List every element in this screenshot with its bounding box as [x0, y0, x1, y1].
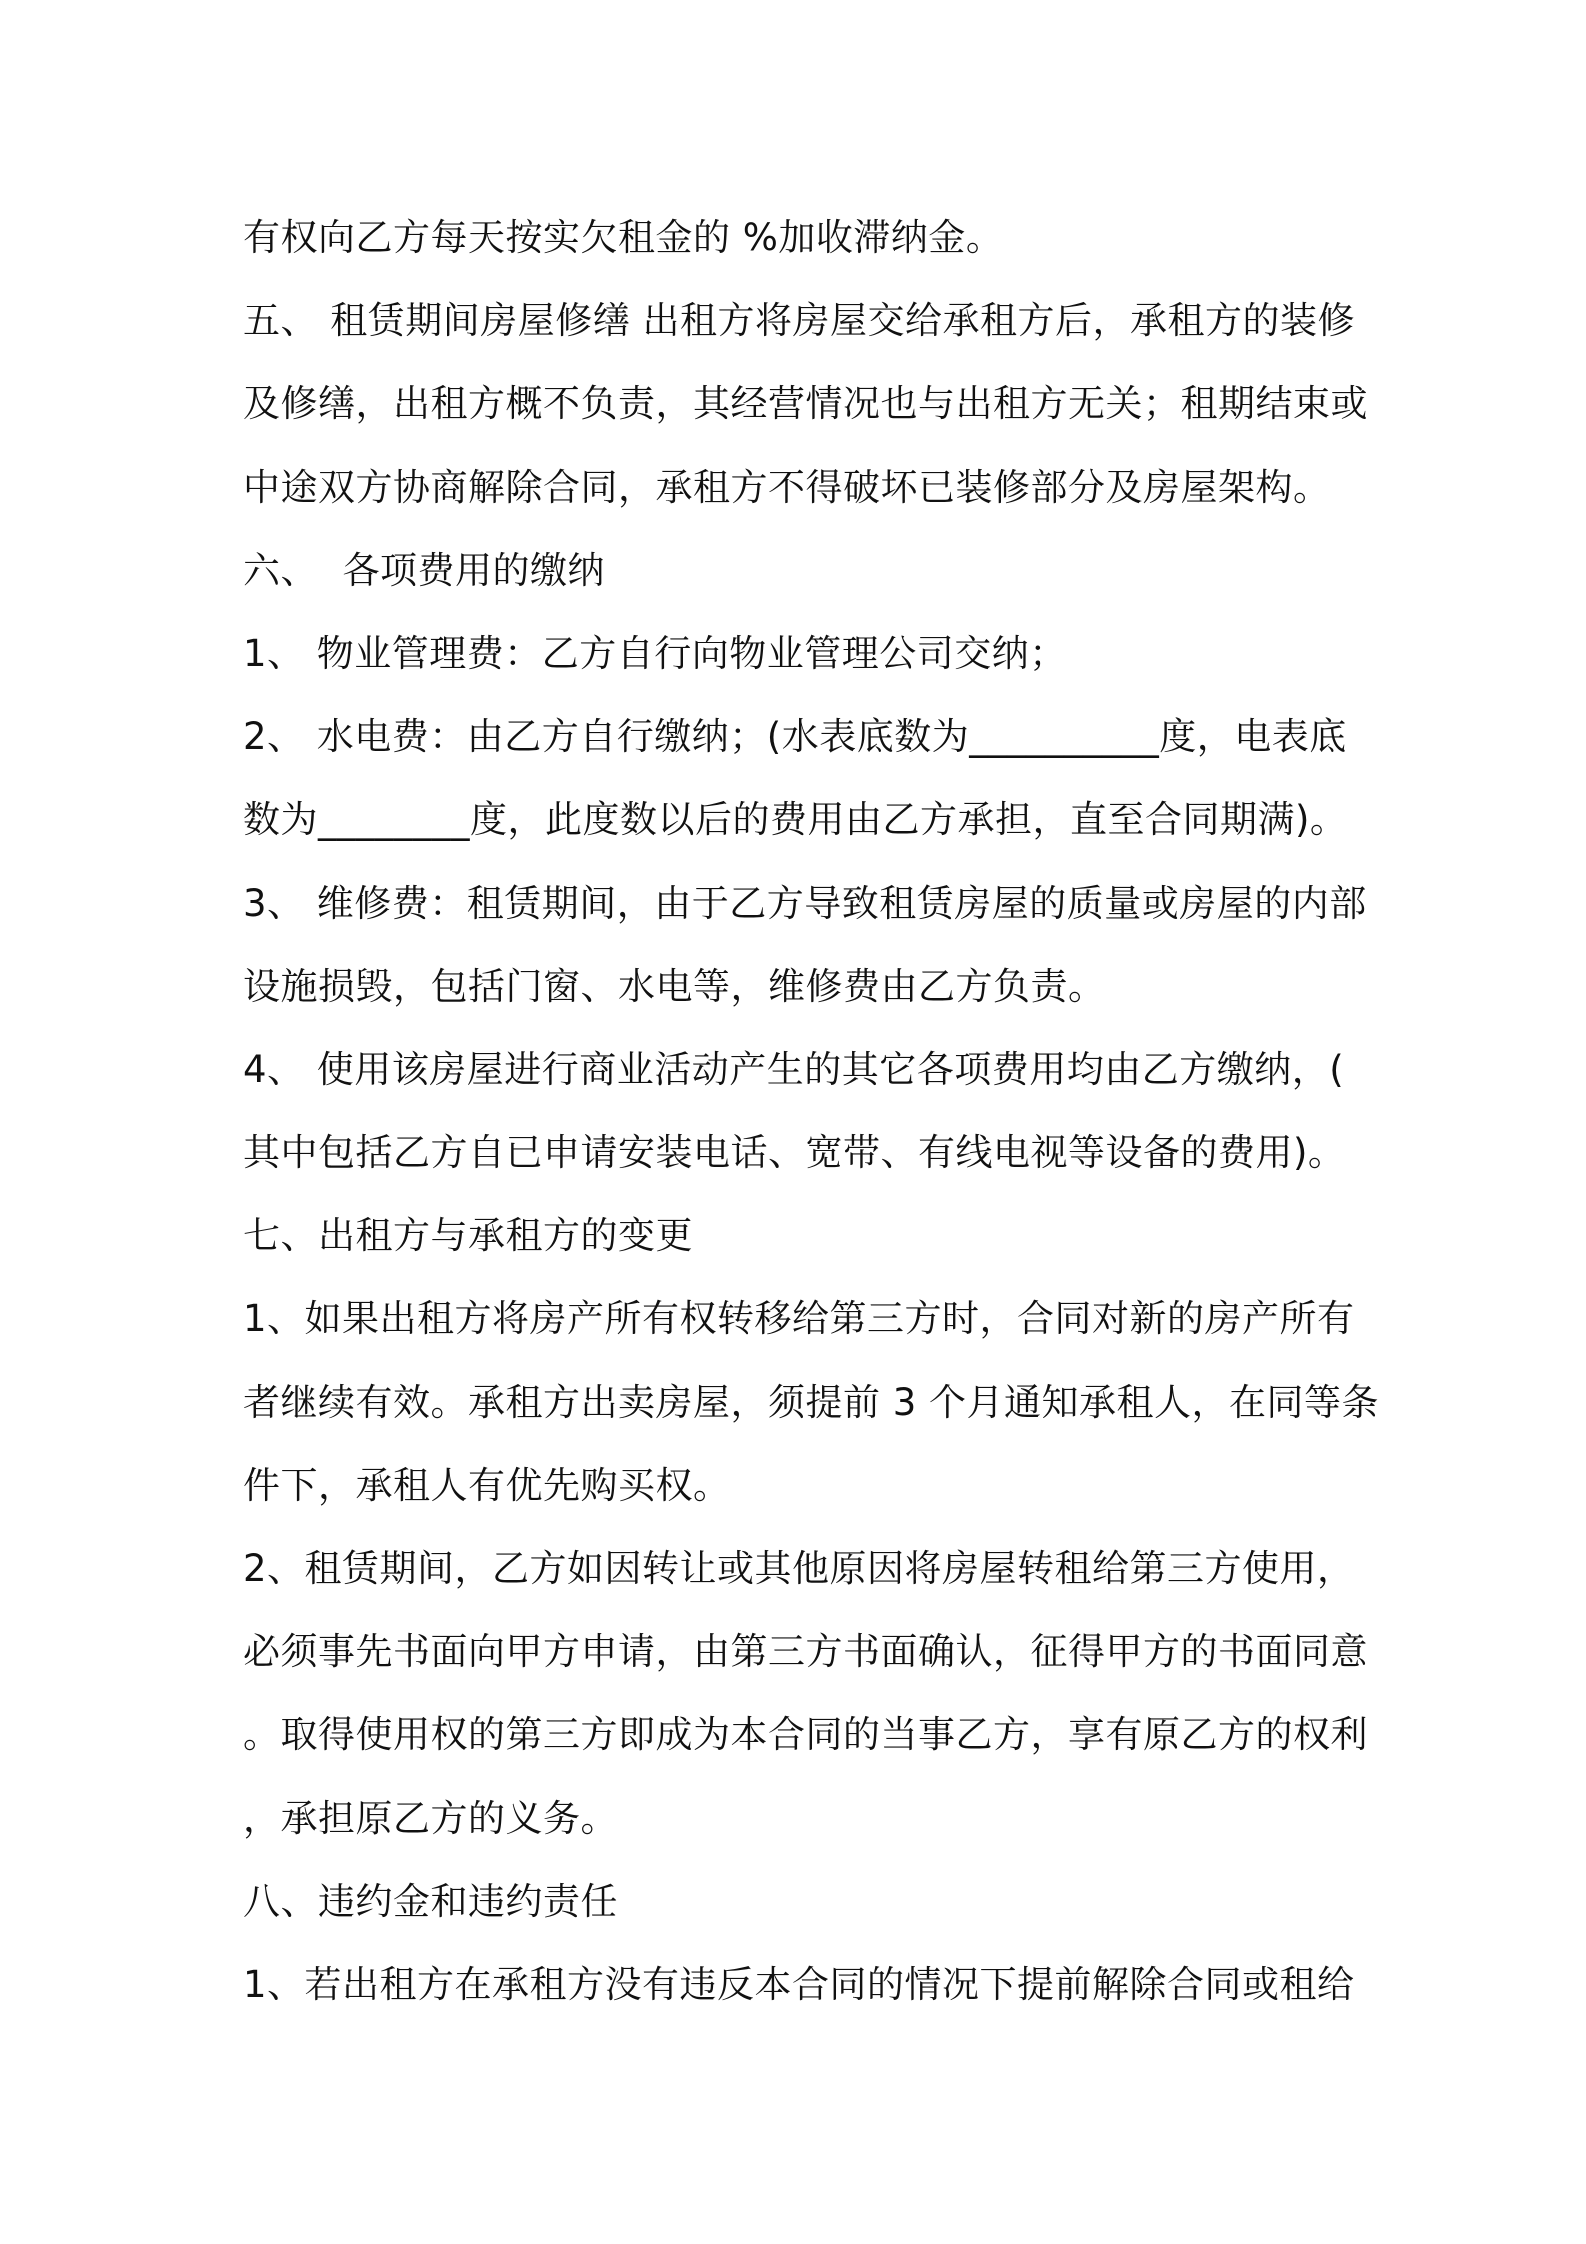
text-line: 1、如果出租方将房产所有权转移给第三方时，合同对新的房产所有 — [243, 1297, 1355, 1341]
section-heading: 六、 各项费用的缴纳 — [243, 548, 606, 592]
text-line: 1、 物业管理费：乙方自行向物业管理公司交纳； — [243, 631, 1067, 675]
text-line: 有权向乙方每天按实欠租金的 %加收滞纳金。 — [243, 216, 1004, 259]
text-line: ，承担原乙方的义务。 — [243, 1796, 618, 1840]
text-line: 。取得使用权的第三方即成为本合同的当事乙方，享有原乙方的权利 — [243, 1713, 1368, 1757]
text-line: 者继续有效。承租方出卖房屋，须提前 3 个月通知承租人，在同等条 — [243, 1380, 1380, 1424]
text-line: 及修缮，出租方概不负责，其经营情况也与出租方无关；租期结束或 — [243, 382, 1368, 426]
text-line: 2、 水电费：由乙方自行缴纳；(水表底数为__________度，电表底 — [243, 715, 1347, 759]
text-line: 数为________度，此度数以后的费用由乙方承担，直至合同期满)。 — [243, 798, 1348, 842]
section-heading: 七、出租方与承租方的变更 — [243, 1214, 693, 1258]
text-line: 2、租赁期间，乙方如因转让或其他原因将房屋转租给第三方使用， — [243, 1547, 1355, 1590]
text-line: 3、 维修费：租赁期间，由于乙方导致租赁房屋的质量或房屋的内部 — [243, 881, 1367, 925]
section-heading: 八、违约金和违约责任 — [243, 1879, 618, 1923]
text-line: 件下，承租人有优先购买权。 — [243, 1463, 731, 1507]
document-body — [243, 196, 1380, 2026]
text-line: 1、若出租方在承租方没有违反本合同的情况下提前解除合同或租给 — [243, 1962, 1355, 2006]
text-line: 中途双方协商解除合同，承租方不得破坏已装修部分及房屋架构。 — [243, 465, 1331, 509]
text-line: 设施损毁，包括门窗、水电等，维修费由乙方负责。 — [243, 964, 1106, 1008]
text-line: 4、 使用该房屋进行商业活动产生的其它各项费用均由乙方缴纳，( — [243, 1047, 1345, 1091]
text-line: 五、 租赁期间房屋修缮 出租方将房屋交给承租方后，承租方的装修 — [243, 299, 1356, 343]
text-line: 其中包括乙方自已申请安装电话、宽带、有线电视等设备的费用)。 — [243, 1131, 1346, 1175]
text-line: 必须事先书面向甲方申请，由第三方书面确认，征得甲方的书面同意 — [243, 1630, 1368, 1674]
